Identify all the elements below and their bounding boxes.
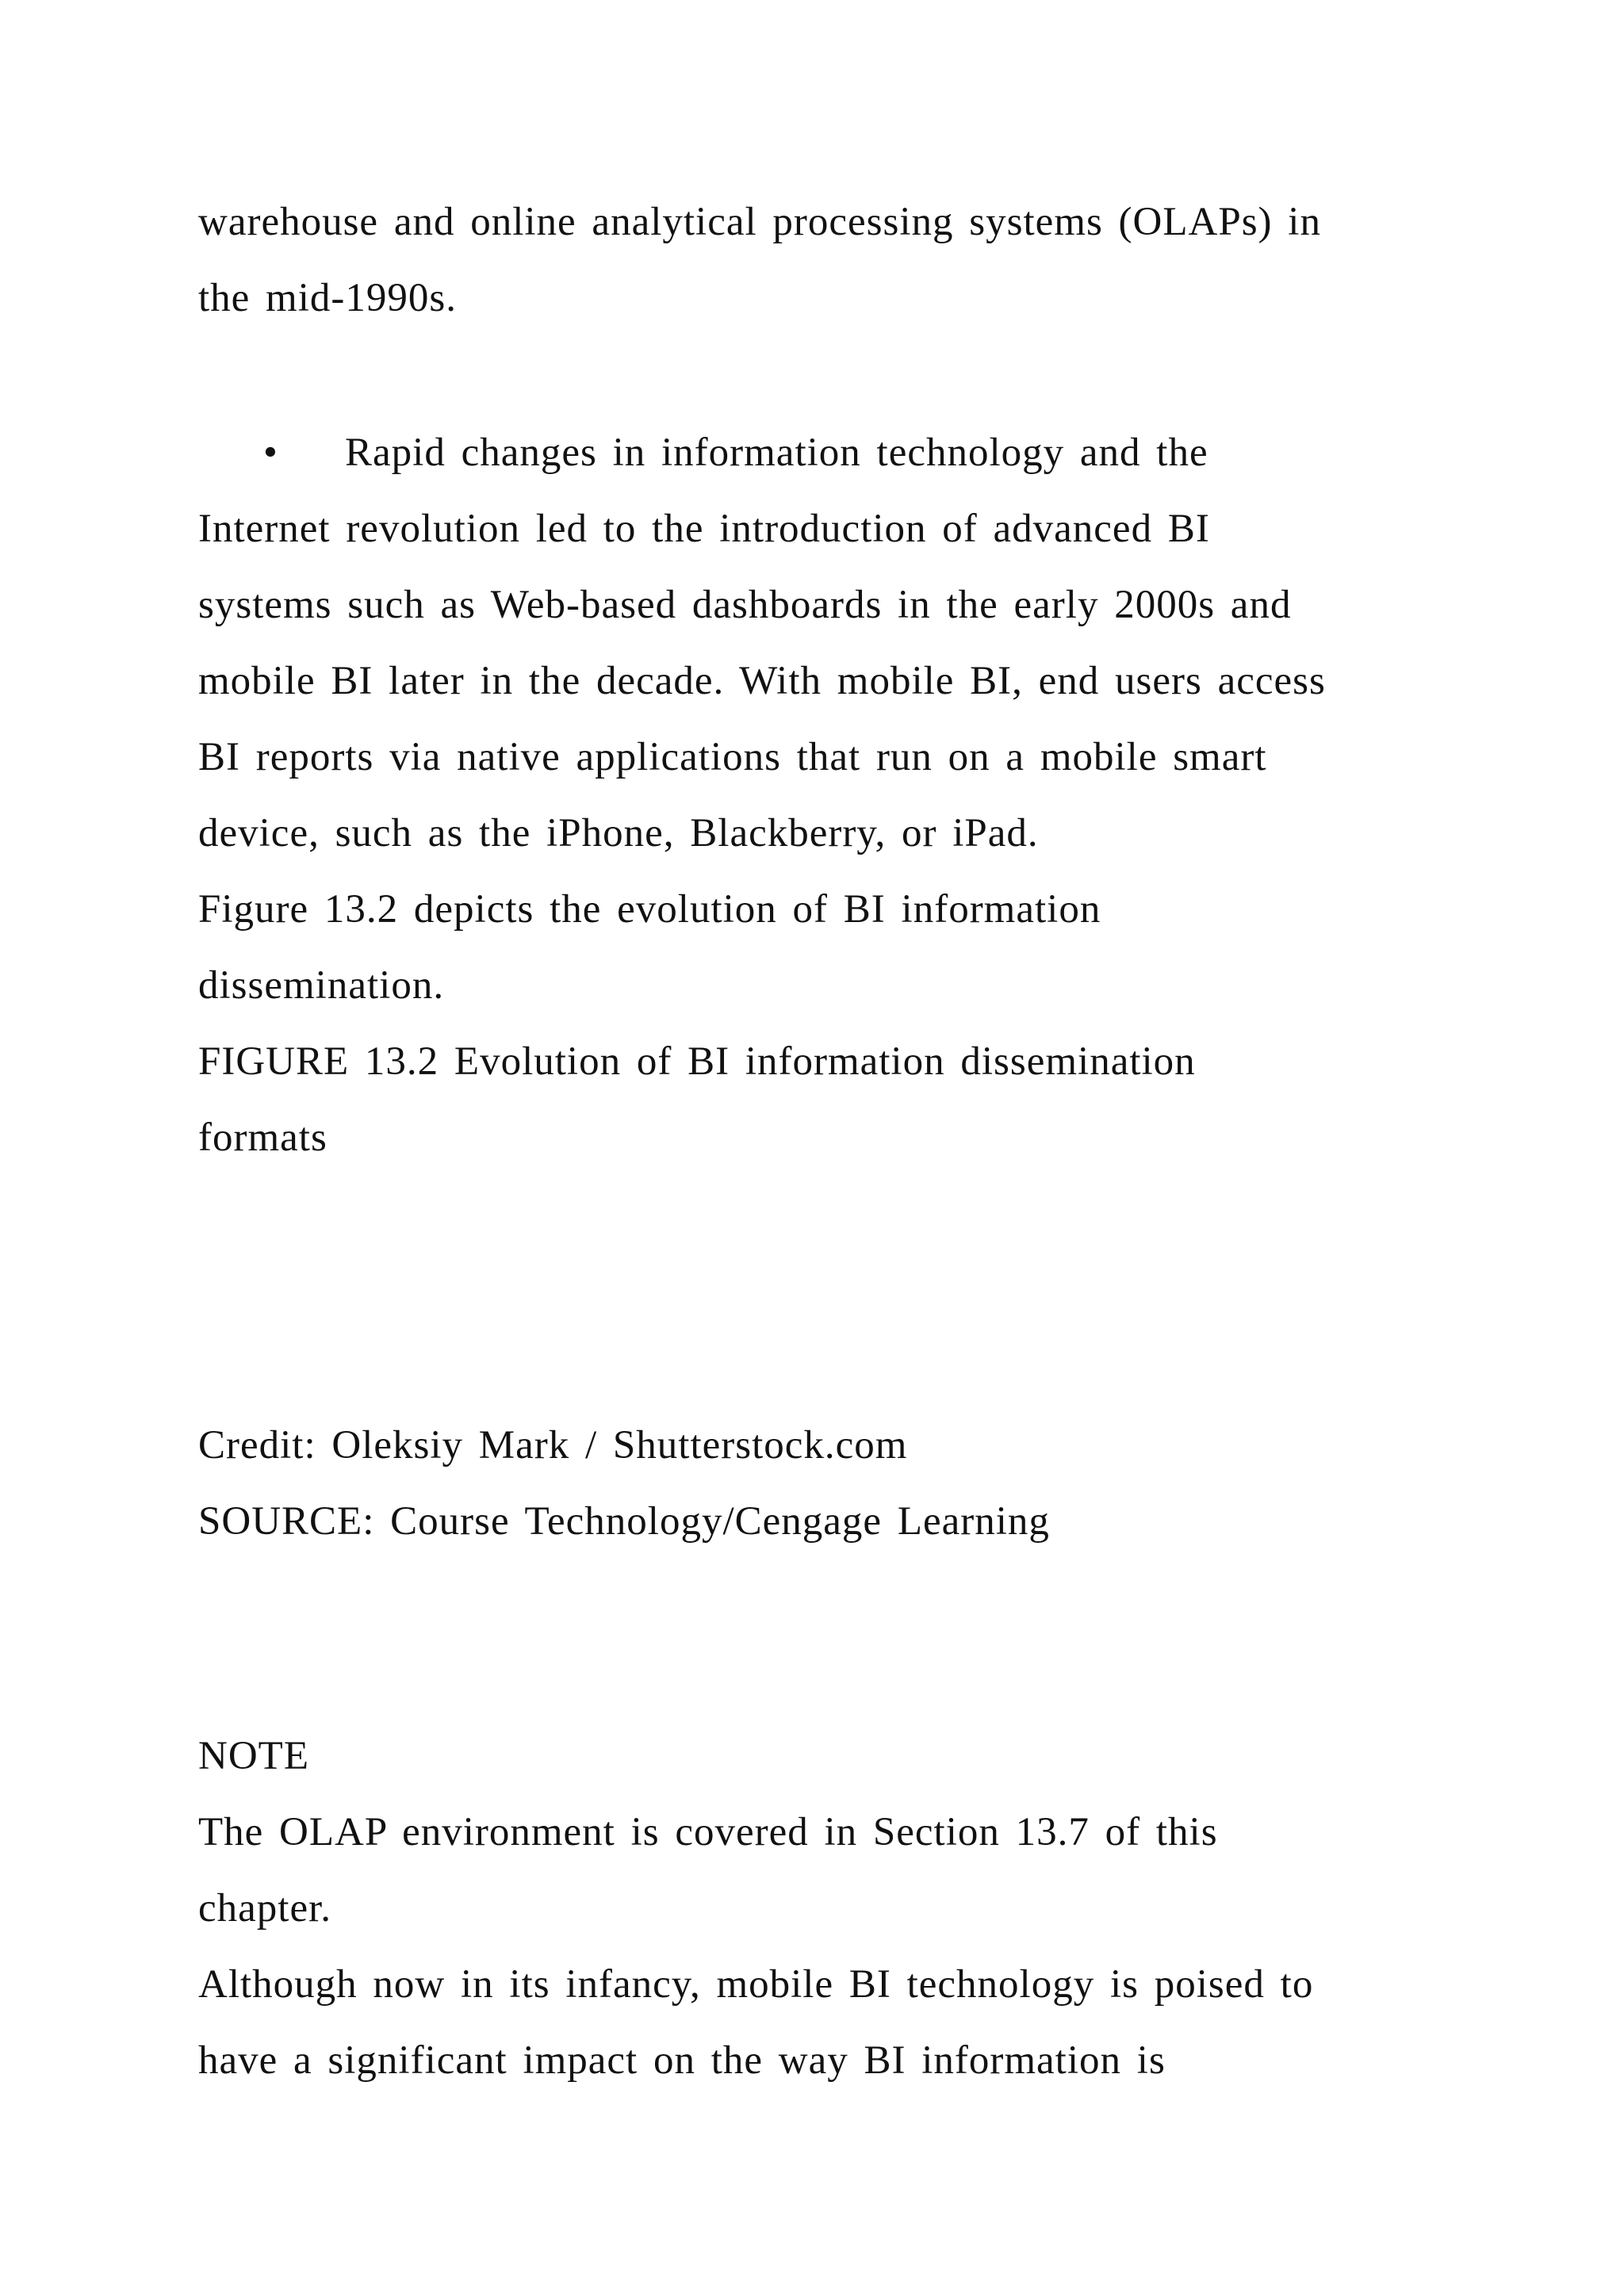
bullet-line: mobile BI later in the decade. With mobile BI, end users access <box>198 659 1326 703</box>
note-line: chapter. <box>198 1886 331 1931</box>
note-heading: NOTE <box>198 1734 309 1778</box>
credit-line: Credit: Oleksiy Mark / Shutterstock.com <box>198 1423 908 1468</box>
source-line: SOURCE: Course Technology/Cengage Learning <box>198 1499 1050 1544</box>
bullet-line: Internet revolution led to the introduction of advanced BI <box>198 507 1210 551</box>
paragraph-line: the mid-1990s. <box>198 276 457 320</box>
bullet-line: systems such as Web-based dashboards in the early 2000s and <box>198 583 1292 627</box>
bullet-marker: • <box>263 430 278 475</box>
figure-reference-line: Figure 13.2 depicts the evolution of BI information <box>198 887 1101 932</box>
paragraph-line: have a significant impact on the way BI information is <box>198 2038 1166 2083</box>
bullet-line: device, such as the iPhone, Blackberry, or iPad. <box>198 811 1039 855</box>
figure-caption-line: formats <box>198 1115 327 1160</box>
paragraph-line: warehouse and online analytical processing systems (OLAPs) in <box>198 200 1321 244</box>
bullet-line: Rapid changes in information technology and the <box>345 430 1208 475</box>
figure-caption-line: FIGURE 13.2 Evolution of BI information dissemination <box>198 1039 1196 1084</box>
paragraph-line: Although now in its infancy, mobile BI technology is poised to <box>198 1962 1314 2007</box>
figure-reference-line: dissemination. <box>198 963 445 1008</box>
note-line: The OLAP environment is covered in Section 13.7 of this <box>198 1810 1218 1854</box>
bullet-line: BI reports via native applications that run on a mobile smart <box>198 735 1267 779</box>
